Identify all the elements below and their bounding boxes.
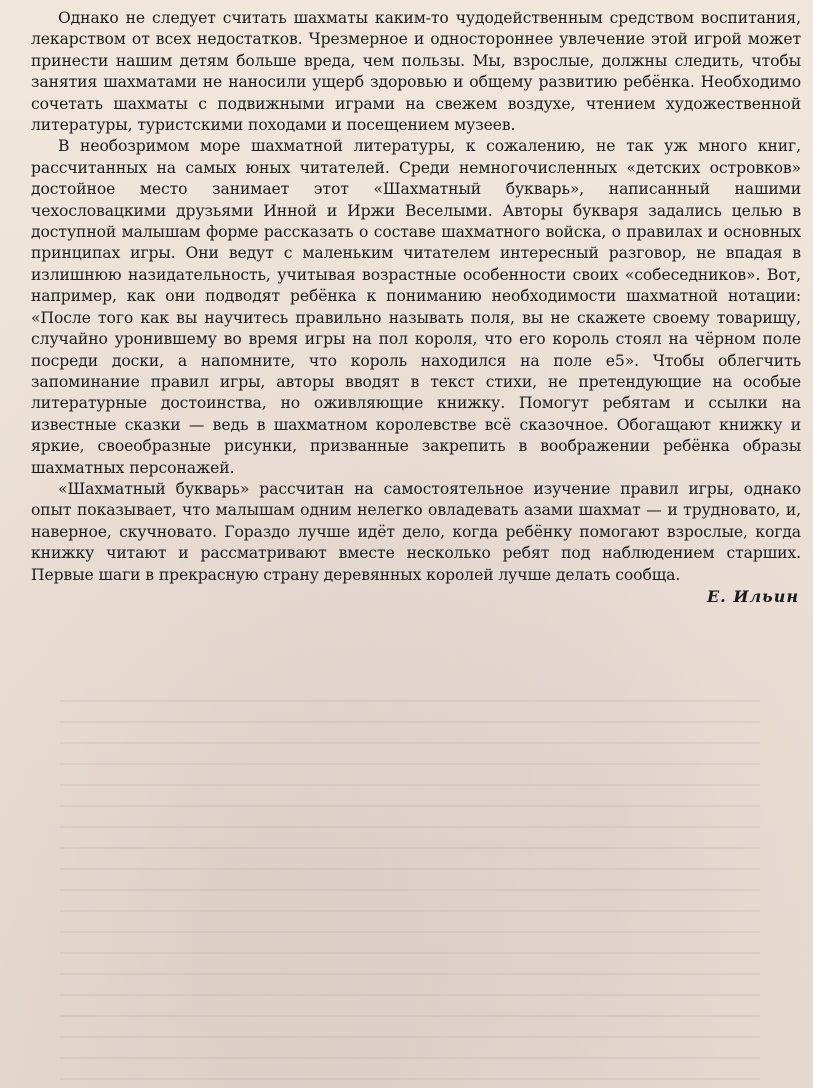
text-column: [31, 8, 801, 608]
paragraph-1: Однако не следует считать шахматы каким-то чудодейственным средством воспитания, лекарством от всех недостатков. Чрезмерное и одностороннее увлечение этой игрой может принести нашим детям больше вреда, чем пользы. Мы, взрослые, должны следить, чтобы занятия шахматами не наносили ущерб здоровью и общему развитию ребёнка. Необходимо сочетать шахматы с подвижными играми на свежем воздухе, чтением художественной литературы, туристскими походами и посещением музеев.: [31, 9, 801, 135]
paragraph-3: «Шахматный букварь» рассчитан на самостоятельное изучение правил игры, однако опыт показывает, что малышам одним нелегко овладевать азами шахмат — и трудновато, и, наверное, скучновато. Гораздо лучше идёт дело, когда ребёнку помогают взрослые, когда книжку читают и рассматривают вместе несколько ребят под наблюдением старших. Первые шаги в прекрасную страну деревянных королей лучше делать сообща.: [31, 479, 801, 584]
author-signature: Е. Ильин: [706, 586, 799, 606]
paragraph-2: В необозримом море шахматной литературы, к сожалению, не так уж много книг, рассчитанных на самых юных читателей. Среди немногочисленных «детских островков» достойное место занимает этот «Шахматный букварь», написанный нашими чехословацкими друзьями Инной и Иржи Веселыми. Авторы букваря задались целью в доступной малышам форме рассказать о составе шахматного войска, о правилах и основных принципах игры. Они ведут с маленьким читателем интересный разговор, не впадая в излишнюю назидательность, учитывая возрастные особенности своих «собеседников». Вот, например, как они подводят ребёнка к пониманию необходимости шахматной нотации: «После того как вы научитесь правильно называть поля, вы не скажете своему товарищу, случайно уронившему во время игры на пол короля, что его король стоял на чёрном поле посреди доски, а напомните, что король находился на поле е5». Чтобы облегчить запоминание правил игры, авторы вводят в текст стихи, не претендующие на особые литературные достоинства, но оживляющие книжку. Помогут ребятам и ссылки на известные сказки — ведь в шахматном королевстве всё сказочное. Обогащают книжку и яркие, своеобразные рисунки, призванные закрепить в воображении ребёнка образы шахматных персонажей.: [31, 137, 801, 477]
show-through-texture: [60, 700, 760, 1080]
